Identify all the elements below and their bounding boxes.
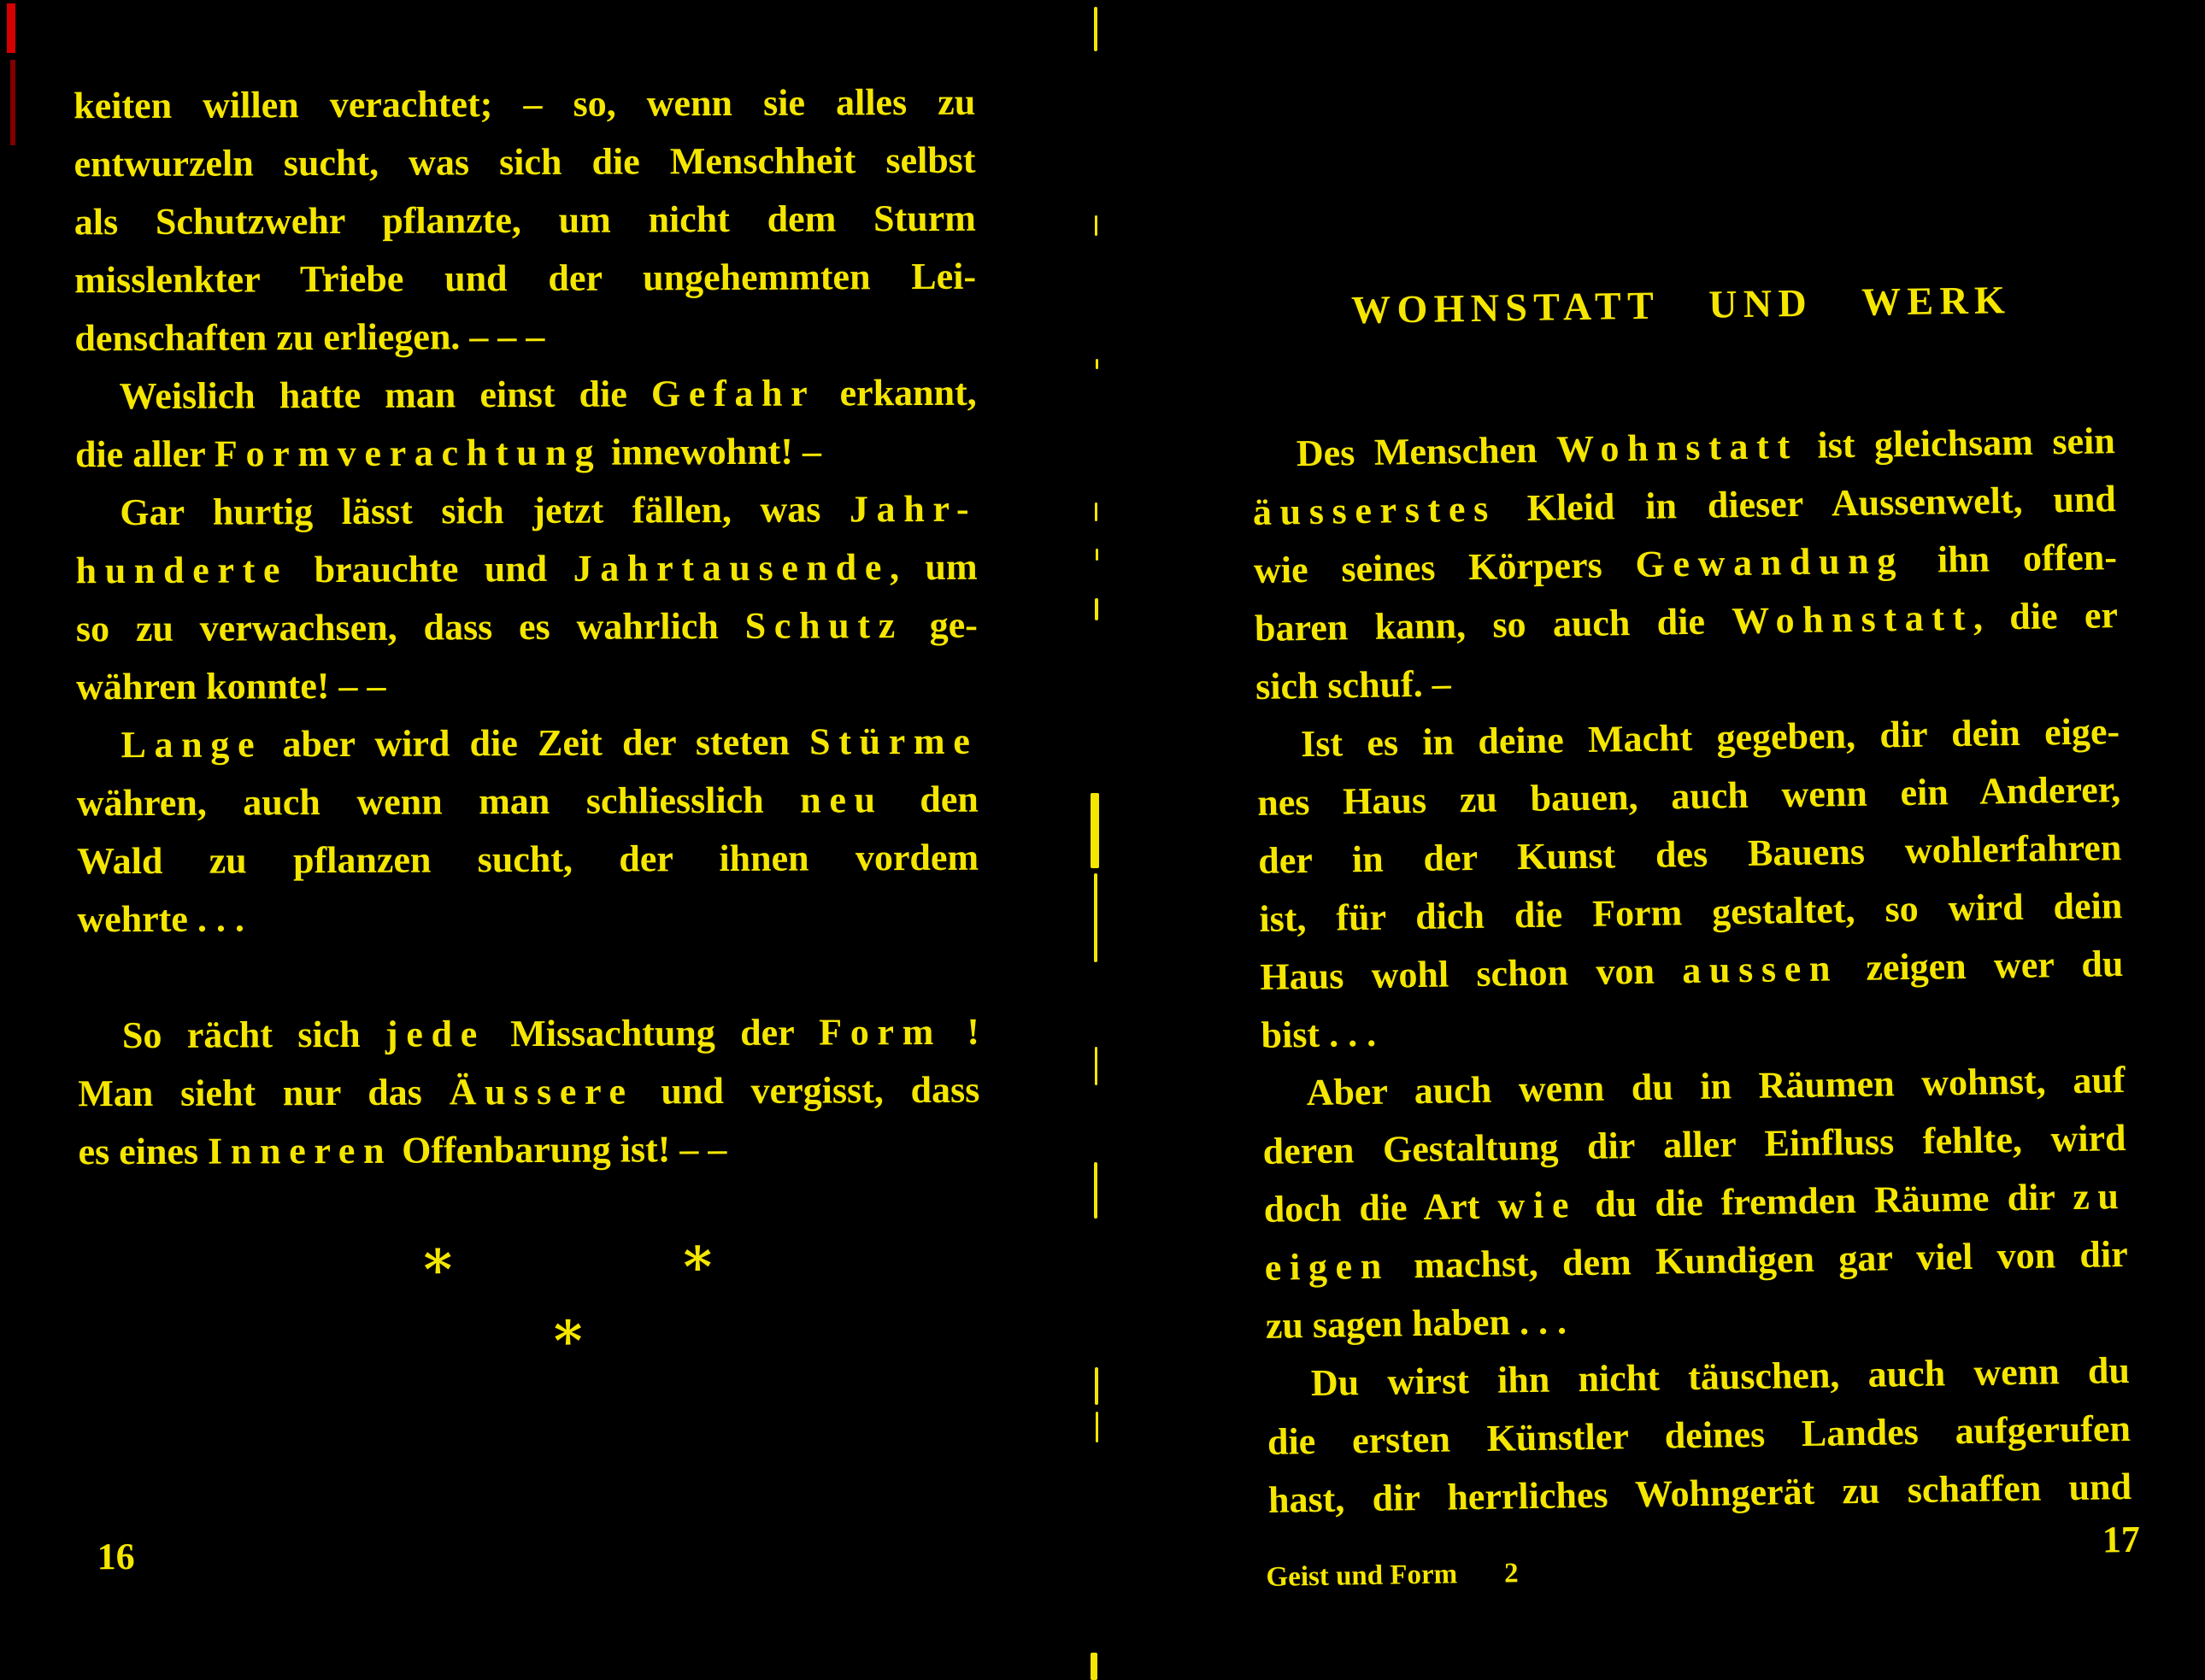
letterspaced-text: zu xyxy=(2072,1175,2127,1219)
running-footer xyxy=(1266,1560,1519,1592)
text-segment: ist, für dich die Form gestaltet, so wird dein xyxy=(1259,884,2123,940)
gutter-fold-mark xyxy=(1094,873,1097,962)
letterspaced-text: Jahr- xyxy=(849,487,978,531)
text-segment: bist . . . xyxy=(1261,1012,1377,1056)
text-segment: , die er xyxy=(1973,594,2119,638)
gutter-fold-mark xyxy=(1095,598,1098,620)
letterspaced-text: Wohnstatt xyxy=(1731,596,1974,643)
page-number: 17 xyxy=(2102,1518,2141,1561)
asterisk-divider: ∗ xyxy=(418,1229,457,1290)
letterspaced-text: Äussere xyxy=(449,1070,634,1113)
letterspaced-text: Gefahr xyxy=(650,372,816,415)
asterisk-divider: ∗ xyxy=(549,1300,587,1361)
text-line xyxy=(74,306,976,368)
text-segment: ! xyxy=(941,1010,980,1053)
gutter-fold-mark xyxy=(1095,502,1097,521)
text-segment: Missachtung der xyxy=(485,1011,820,1055)
text-line xyxy=(76,713,978,775)
text-segment: nes Haus zu bauen, auch wenn ein Anderer, xyxy=(1256,768,2121,824)
text-line xyxy=(74,190,976,252)
text-segment: machst, dem Kundigen gar viel von dir xyxy=(1389,1233,2129,1287)
text-segment: ge- xyxy=(903,603,978,647)
text-segment: zeigen wer du xyxy=(1838,943,2124,990)
text-segment: Du wirst ihn nicht täuschen, auch wenn du xyxy=(1310,1348,2131,1405)
letterspaced-text: Wohnstatt xyxy=(1555,424,1799,471)
text-line xyxy=(78,1119,979,1182)
text-segment: denschaften zu erliegen. – – – xyxy=(74,314,545,360)
text-segment: keiten willen verachtet; – so, wenn sie alles zu xyxy=(74,80,976,127)
text-segment: ist gleichsam sein xyxy=(1797,420,2116,467)
letterspaced-text: Stürme xyxy=(809,720,979,763)
text-segment: Aber auch wenn du in Räumen wohnst, auf xyxy=(1306,1059,2126,1114)
letterspaced-text: eigen xyxy=(1264,1244,1391,1289)
letterspaced-text: äusserstes xyxy=(1252,487,1497,533)
letterspaced-text: jede xyxy=(385,1013,486,1055)
gutter-fold-mark xyxy=(1095,1367,1098,1405)
text-line xyxy=(74,132,975,194)
text-segment: entwurzeln sucht, was sich die Menschheit selbst xyxy=(74,138,976,185)
text-segment: wie seines Körpers xyxy=(1253,543,1636,591)
letterspaced-text: Form xyxy=(819,1010,943,1054)
text-segment: brauchte und xyxy=(288,547,573,591)
text-segment: hast, dir herrliches Wohngerät zu schaffen und xyxy=(1267,1465,2132,1521)
footer-book-title: Geist und Form xyxy=(1266,1559,1458,1593)
gutter-fold-mark xyxy=(1094,7,1097,51)
text-segment: Gar hurtig lässt sich jetzt fällen, was xyxy=(120,488,850,534)
text-segment: Man sieht nur das xyxy=(78,1071,450,1115)
scan-artifact-red xyxy=(7,3,15,53)
text-segment: und vergisst, dass xyxy=(633,1068,980,1113)
text-line xyxy=(77,887,979,949)
text-line xyxy=(78,1061,979,1124)
letterspaced-text: Jahrtausende xyxy=(573,546,891,590)
text-segment: du die fremden Räume dir xyxy=(1576,1176,2073,1226)
text-segment: so zu verwachsen, dass es wahrlich xyxy=(75,604,745,650)
text-line xyxy=(74,248,976,310)
letterspaced-text: Lange xyxy=(121,723,263,767)
text-segment: währen, auch wenn man schliesslich xyxy=(76,778,801,825)
text-segment: aber wird die Zeit der steten xyxy=(262,720,810,766)
left-page-text xyxy=(74,73,980,1182)
text-line xyxy=(75,364,977,426)
page-number: 16 xyxy=(97,1536,135,1578)
letterspaced-text: neu xyxy=(800,778,884,821)
gutter-fold-mark xyxy=(1094,1162,1097,1219)
text-line xyxy=(78,1003,979,1066)
footer-signature-mark: 2 xyxy=(1503,1558,1519,1589)
gutter-fold-mark xyxy=(1095,215,1097,236)
text-segment: als Schutzwehr pflanzte, um nicht dem Sturm xyxy=(74,197,976,244)
text-segment: Wald zu pflanzen sucht, der ihnen vordem xyxy=(76,836,979,883)
text-segment: deren Gestaltung dir aller Einfluss fehlte, wird xyxy=(1262,1117,2126,1172)
text-line xyxy=(74,73,975,136)
text-line xyxy=(1268,1458,2132,1530)
text-segment: misslenkter Triebe und der ungehemmten Lei- xyxy=(74,255,977,302)
gutter-fold-mark xyxy=(1096,549,1098,561)
text-segment: baren kann, so auch die xyxy=(1254,600,1732,649)
text-segment: Offenbarung ist! – – xyxy=(392,1127,727,1172)
text-line xyxy=(75,480,977,543)
text-segment: die ersten Künstler deines Landes aufgerufen xyxy=(1267,1407,2132,1463)
letterspaced-text: Gewandung xyxy=(1635,539,1905,585)
text-segment: wehrte . . . xyxy=(77,897,245,941)
text-segment: die aller xyxy=(74,432,215,476)
text-segment: erkannt, xyxy=(815,371,977,414)
text-segment: Weislich hatte man einst die xyxy=(119,373,652,418)
right-page xyxy=(1245,0,2141,1680)
gutter-fold-mark xyxy=(1095,1047,1097,1085)
text-segment: zu sagen haben . . . xyxy=(1265,1300,1567,1347)
left-page xyxy=(74,0,983,1680)
text-segment: ihn offen- xyxy=(1903,536,2118,582)
text-segment: So rächt sich xyxy=(121,1013,386,1057)
letterspaced-text: Formverachtung xyxy=(214,431,603,475)
text-segment: Ist es in deine Macht gegeben, dir dein eige- xyxy=(1300,710,2120,766)
text-line xyxy=(76,655,978,717)
asterisk-divider: ∗ xyxy=(678,1226,717,1288)
text-segment: doch die Art xyxy=(1263,1184,1498,1231)
letterspaced-text: hunderte xyxy=(75,549,289,592)
text-segment: währen konnte! – – xyxy=(76,664,386,708)
text-line xyxy=(77,771,979,833)
text-line xyxy=(75,422,977,485)
text-segment: Haus wohl schon von xyxy=(1260,949,1683,998)
gutter-fold-mark xyxy=(1096,359,1098,369)
letterspaced-text: wie xyxy=(1497,1184,1578,1227)
gutter-fold-mark xyxy=(1091,793,1099,868)
text-line xyxy=(76,596,978,659)
text-segment: es eines xyxy=(78,1130,209,1173)
chapter-heading: WOHNSTATT UND WERK xyxy=(1350,278,2012,332)
scan-artifact-red xyxy=(10,60,15,145)
letterspaced-text: aussen xyxy=(1681,947,1839,992)
text-segment: sich schuf. – xyxy=(1255,662,1452,708)
text-segment: , um xyxy=(889,545,978,589)
text-segment: Des Menschen xyxy=(1296,428,1557,475)
text-segment: der in der Kunst des Bauens wohlerfahren xyxy=(1257,826,2122,882)
text-line xyxy=(75,538,977,601)
letterspaced-text: Inneren xyxy=(208,1129,393,1172)
gutter-fold-mark xyxy=(1096,1412,1098,1442)
gutter-fold-mark xyxy=(1091,1653,1097,1680)
right-page-text xyxy=(1251,412,2132,1530)
text-line xyxy=(77,829,979,891)
text-segment: den xyxy=(883,778,979,821)
text-segment: Kleid in dieser Aussenwelt, und xyxy=(1496,478,2117,530)
letterspaced-text: Schutz xyxy=(744,604,903,647)
text-segment: innewohnt! – xyxy=(602,430,822,473)
